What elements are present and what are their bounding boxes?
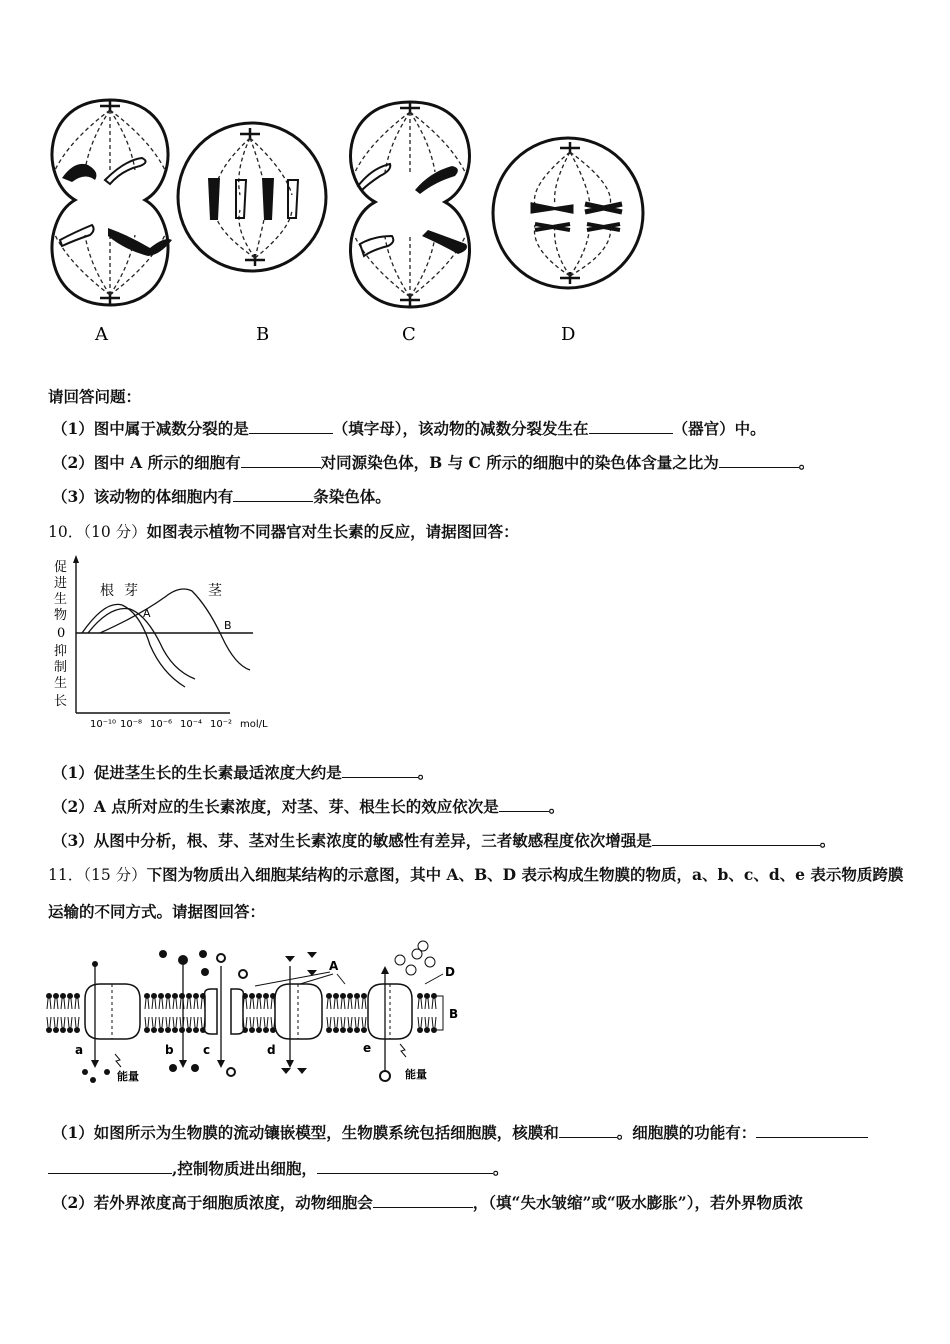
- energy-label-1: 能量: [117, 1070, 139, 1083]
- membrane-transport-diagram: [45, 944, 485, 1084]
- answer-blank[interactable]: [317, 1158, 493, 1174]
- answer-blank[interactable]: [249, 418, 333, 434]
- y-label: 生: [54, 676, 68, 691]
- label-a: A: [95, 324, 108, 345]
- y-label: 抑: [54, 644, 68, 659]
- cell-b: [178, 123, 326, 271]
- lipid-head: [333, 1017, 339, 1033]
- lipid-head: [172, 1017, 178, 1033]
- lipid-head: [179, 1017, 185, 1033]
- answer-blank[interactable]: [233, 486, 313, 502]
- lipid-head: [53, 993, 59, 1009]
- curve-labels: [100, 582, 223, 599]
- y-axis-arrow: [73, 555, 79, 563]
- q11-part2: （2）若外界浓度高于细胞质浓度，动物细胞会 ，（填“失水皱缩”或“吸水膨胀”），若外界物质浓: [52, 1193, 803, 1212]
- route-c: c: [203, 1043, 211, 1057]
- label-a-protein: A: [329, 959, 339, 973]
- lipid-head: [193, 993, 199, 1009]
- lipid-head: [46, 993, 52, 1009]
- x-ticks: [90, 719, 268, 730]
- auxin-response-chart: [50, 555, 290, 735]
- lipid-head: [256, 1017, 262, 1033]
- lipid-head: [326, 993, 332, 1009]
- lipid-head: [46, 1017, 52, 1033]
- lipid-head: [263, 1017, 269, 1033]
- lipid-head: [144, 1017, 150, 1033]
- answer-blank[interactable]: [719, 452, 799, 468]
- y-label: 制: [54, 660, 68, 675]
- y-label: 物: [54, 608, 68, 623]
- lipid-head: [263, 993, 269, 1009]
- lipid-head: [74, 993, 80, 1009]
- lipid-head: [186, 993, 192, 1009]
- lipid-head: [67, 993, 73, 1009]
- lipid-head: [60, 1017, 66, 1033]
- lipid-head: [326, 1017, 332, 1033]
- x-tick: 10⁻²: [210, 719, 233, 730]
- q9-part1: （1）图中属于减数分裂的是 （填字母），该动物的减数分裂发生在 （器官）中。: [52, 419, 766, 438]
- lipid-head: [151, 993, 157, 1009]
- route-b: b: [165, 1043, 174, 1057]
- q11-part1-line2: ,控制物质进出细胞， 。: [48, 1158, 508, 1180]
- lipid-head: [340, 1017, 346, 1033]
- lipid-head: [347, 993, 353, 1009]
- lipid-head: [165, 993, 171, 1009]
- y-label: 长: [54, 694, 68, 709]
- q10-part1: （1）促进茎生长的生长素最适浓度大约是 。: [52, 763, 434, 782]
- lipid-head: [158, 993, 164, 1009]
- lipid-head: [431, 1017, 437, 1033]
- root-label: 根: [100, 583, 114, 599]
- zero-label: 0: [57, 626, 66, 641]
- answer-blank[interactable]: [373, 1192, 473, 1208]
- lipid-head: [74, 1017, 80, 1033]
- y-label: 进: [54, 576, 68, 591]
- lipid-head: [193, 1017, 199, 1033]
- protein-channel: [205, 989, 244, 1034]
- answer-blank[interactable]: [589, 418, 673, 434]
- x-tick: 10⁻⁴: [180, 719, 203, 730]
- lipid-head: [333, 993, 339, 1009]
- route-e: e: [363, 1041, 372, 1055]
- q10-part2: （2）A 点所对应的生长素浓度，对茎、芽、根生长的效应依次是 。: [52, 797, 565, 816]
- route-d: d: [267, 1043, 276, 1057]
- stem-label: 茎: [208, 583, 222, 599]
- lipid-head: [67, 1017, 73, 1033]
- lipid-head: [53, 1017, 59, 1033]
- q9-part3: （3）该动物的体细胞内有 条染色体。: [52, 487, 391, 506]
- lipid-head: [165, 1017, 171, 1033]
- x-tick: 10⁻⁶: [150, 719, 173, 730]
- q11-stem-line2: 运输的不同方式。请据图回答：: [48, 902, 266, 921]
- answer-blank[interactable]: [756, 1122, 868, 1138]
- lipid-head: [158, 1017, 164, 1033]
- q10-part3: （3）从图中分析，根、芽、茎对生长素浓度的敏感性有差异，三者敏感程度依次增强是 。: [52, 831, 836, 850]
- lipid-head: [354, 1017, 360, 1033]
- answer-blank[interactable]: [241, 452, 321, 468]
- cell-a: [52, 100, 172, 305]
- cell-c: [351, 102, 470, 307]
- lipid-head: [151, 1017, 157, 1033]
- label-b-bilayer: B: [449, 1007, 459, 1021]
- point-a-label: A: [143, 607, 151, 620]
- lipid-head: [144, 993, 150, 1009]
- label-b: B: [256, 324, 270, 345]
- energy-label-2: 能量: [405, 1068, 427, 1081]
- lipid-head: [249, 993, 255, 1009]
- q10-stem: 10．（10 分）如图表示植物不同器官对生长素的反应，请据图回答：: [48, 522, 519, 541]
- cell-division-figure: [0, 0, 950, 350]
- bud-label: 芽: [124, 583, 138, 599]
- label-d: D: [561, 324, 576, 345]
- lipid-head: [186, 1017, 192, 1033]
- q9-part2: （2）图中 A 所示的细胞有 对同源染色体，B 与 C 所示的细胞中的染色体含量之比为 。: [52, 453, 815, 472]
- lipid-head: [172, 993, 178, 1009]
- point-b-label: B: [224, 619, 232, 632]
- answer-blank[interactable]: [652, 830, 820, 846]
- answer-blank[interactable]: [342, 762, 418, 778]
- bud-curve: [88, 609, 195, 680]
- answer-blank[interactable]: [559, 1122, 617, 1138]
- lipid-head: [340, 993, 346, 1009]
- answer-blank[interactable]: [48, 1158, 172, 1174]
- lipid-head: [361, 1017, 367, 1033]
- intro-text: 请回答问题：: [48, 387, 142, 406]
- cell-d: [493, 138, 643, 288]
- lipid-head: [347, 1017, 353, 1033]
- lipid-head: [249, 1017, 255, 1033]
- lipid-head: [424, 993, 430, 1009]
- lipid-head: [179, 993, 185, 1009]
- x-unit: mol/L: [240, 719, 268, 730]
- lipid-head: [256, 993, 262, 1009]
- lipid-head: [424, 1017, 430, 1033]
- lipid-head: [431, 993, 437, 1009]
- route-a: a: [75, 1043, 84, 1057]
- x-tick: 10⁻⁸: [120, 719, 143, 730]
- y-label: 促: [54, 560, 68, 575]
- label-c: C: [402, 324, 416, 345]
- lipid-head: [60, 993, 66, 1009]
- x-tick: 10⁻¹⁰: [90, 719, 117, 730]
- y-axis-top-labels: [54, 560, 67, 709]
- lipid-head: [417, 993, 423, 1009]
- y-label: 生: [54, 592, 68, 607]
- lipid-head: [361, 993, 367, 1009]
- lipid-head: [354, 993, 360, 1009]
- label-d-glycoprotein: D: [445, 965, 455, 979]
- answer-blank[interactable]: [499, 796, 549, 812]
- lipid-head: [417, 1017, 423, 1033]
- q11-part1-line1: （1）如图所示为生物膜的流动镶嵌模型，生物膜系统包括细胞膜，核膜和 。细胞膜的功能有：: [52, 1122, 868, 1144]
- q11-stem-line1: 11．（15 分）下图为物质出入细胞某结构的示意图，其中 A、B、D 表示构成生物膜的物质，a、b、c、d、e 表示物质跨膜: [48, 865, 904, 884]
